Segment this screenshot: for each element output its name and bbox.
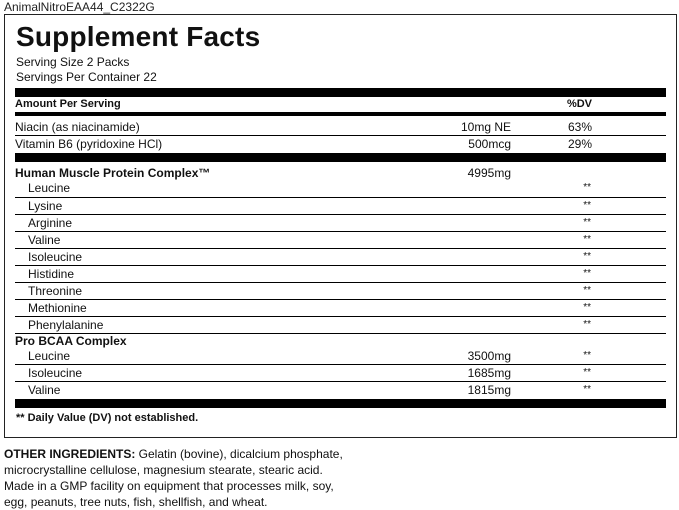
nutrient-row bbox=[15, 119, 666, 135]
supplement-facts-panel bbox=[4, 14, 677, 438]
complex-header-row bbox=[15, 333, 666, 349]
ingredient-name: Isoleucine bbox=[28, 366, 83, 380]
ingredient-name: Leucine bbox=[28, 349, 71, 363]
complex-name: Human Muscle Protein Complex™ bbox=[15, 166, 211, 180]
ingredient-dv: ** bbox=[583, 251, 591, 262]
nutrient-row bbox=[15, 136, 666, 152]
ingredient-dv: ** bbox=[583, 350, 591, 361]
nutrient-dv: 29% bbox=[567, 137, 592, 151]
ingredient-name: Arginine bbox=[28, 216, 73, 230]
amount-per-serving-label: Amount Per Serving bbox=[15, 98, 121, 110]
ingredient-amount: 1685mg bbox=[467, 366, 511, 380]
other-ingredients-label: OTHER INGREDIENTS: bbox=[4, 447, 136, 461]
ingredient-dv: ** bbox=[583, 182, 591, 193]
ingredient-dv: ** bbox=[583, 302, 591, 313]
ingredient-name: Leucine bbox=[28, 181, 71, 195]
ingredient-row bbox=[15, 300, 666, 316]
nutrient-name: Vitamin B6 (pyridoxine HCl) bbox=[15, 137, 163, 151]
nutrient-name: Niacin (as niacinamide) bbox=[15, 120, 140, 134]
other-ingredients-text: Gelatin (bovine), dicalcium phosphate, microcrystalline cellulose, magnesium stearate, stearic acid. Made in a GMP facility on equipment that processes milk, soy, egg, peanuts, tree nuts, fish, shellfish, and wheat. bbox=[4, 447, 343, 509]
ingredient-row bbox=[15, 249, 666, 265]
panel-title: Supplement Facts bbox=[16, 21, 261, 52]
ingredient-row bbox=[15, 180, 666, 196]
nutrient-amount: 10mg NE bbox=[460, 120, 511, 134]
thick-divider bbox=[15, 399, 666, 408]
dv-header: %DV bbox=[566, 98, 592, 110]
dv-footnote: ** Daily Value (DV) not established. bbox=[16, 412, 199, 424]
ingredient-dv: ** bbox=[583, 319, 591, 330]
ingredient-row bbox=[15, 283, 666, 299]
other-ingredients bbox=[4, 446, 344, 510]
complex-header-row bbox=[15, 165, 666, 181]
ingredient-row bbox=[15, 348, 666, 364]
ingredient-amount: 3500mg bbox=[467, 349, 511, 363]
ingredient-row bbox=[15, 266, 666, 282]
ingredient-row bbox=[15, 317, 666, 333]
ingredient-dv: ** bbox=[583, 268, 591, 279]
ingredient-name: Threonine bbox=[28, 284, 83, 298]
medium-divider bbox=[15, 112, 666, 116]
ingredient-dv: ** bbox=[583, 200, 591, 211]
ingredient-row bbox=[15, 365, 666, 381]
header-row bbox=[15, 96, 666, 112]
nutrient-amount: 500mcg bbox=[468, 137, 511, 151]
ingredient-dv: ** bbox=[583, 217, 591, 228]
serving-size: Serving Size 2 Packs bbox=[16, 55, 130, 69]
ingredient-dv: ** bbox=[583, 367, 591, 378]
ingredient-row bbox=[15, 232, 666, 248]
ingredient-dv: ** bbox=[583, 285, 591, 296]
ingredient-name: Histidine bbox=[28, 267, 75, 281]
ingredient-name: Isoleucine bbox=[28, 250, 83, 264]
ingredient-name: Phenylalanine bbox=[28, 318, 104, 332]
servings-per-container: Servings Per Container 22 bbox=[16, 70, 157, 84]
ingredient-dv: ** bbox=[583, 234, 591, 245]
ingredient-name: Valine bbox=[28, 233, 61, 247]
file-label: AnimalNitroEAA44_C2322G bbox=[4, 0, 155, 14]
ingredient-row bbox=[15, 198, 666, 214]
ingredient-row bbox=[15, 382, 666, 398]
ingredient-name: Valine bbox=[28, 383, 61, 397]
ingredient-row bbox=[15, 215, 666, 231]
ingredient-amount: 1815mg bbox=[467, 383, 511, 397]
thick-divider bbox=[15, 153, 666, 162]
ingredient-name: Lysine bbox=[28, 199, 63, 213]
ingredient-name: Methionine bbox=[28, 301, 87, 315]
complex-name: Pro BCAA Complex bbox=[15, 334, 127, 348]
ingredient-dv: ** bbox=[583, 384, 591, 395]
complex-amount: 4995mg bbox=[467, 166, 511, 180]
nutrient-dv: 63% bbox=[567, 120, 592, 134]
